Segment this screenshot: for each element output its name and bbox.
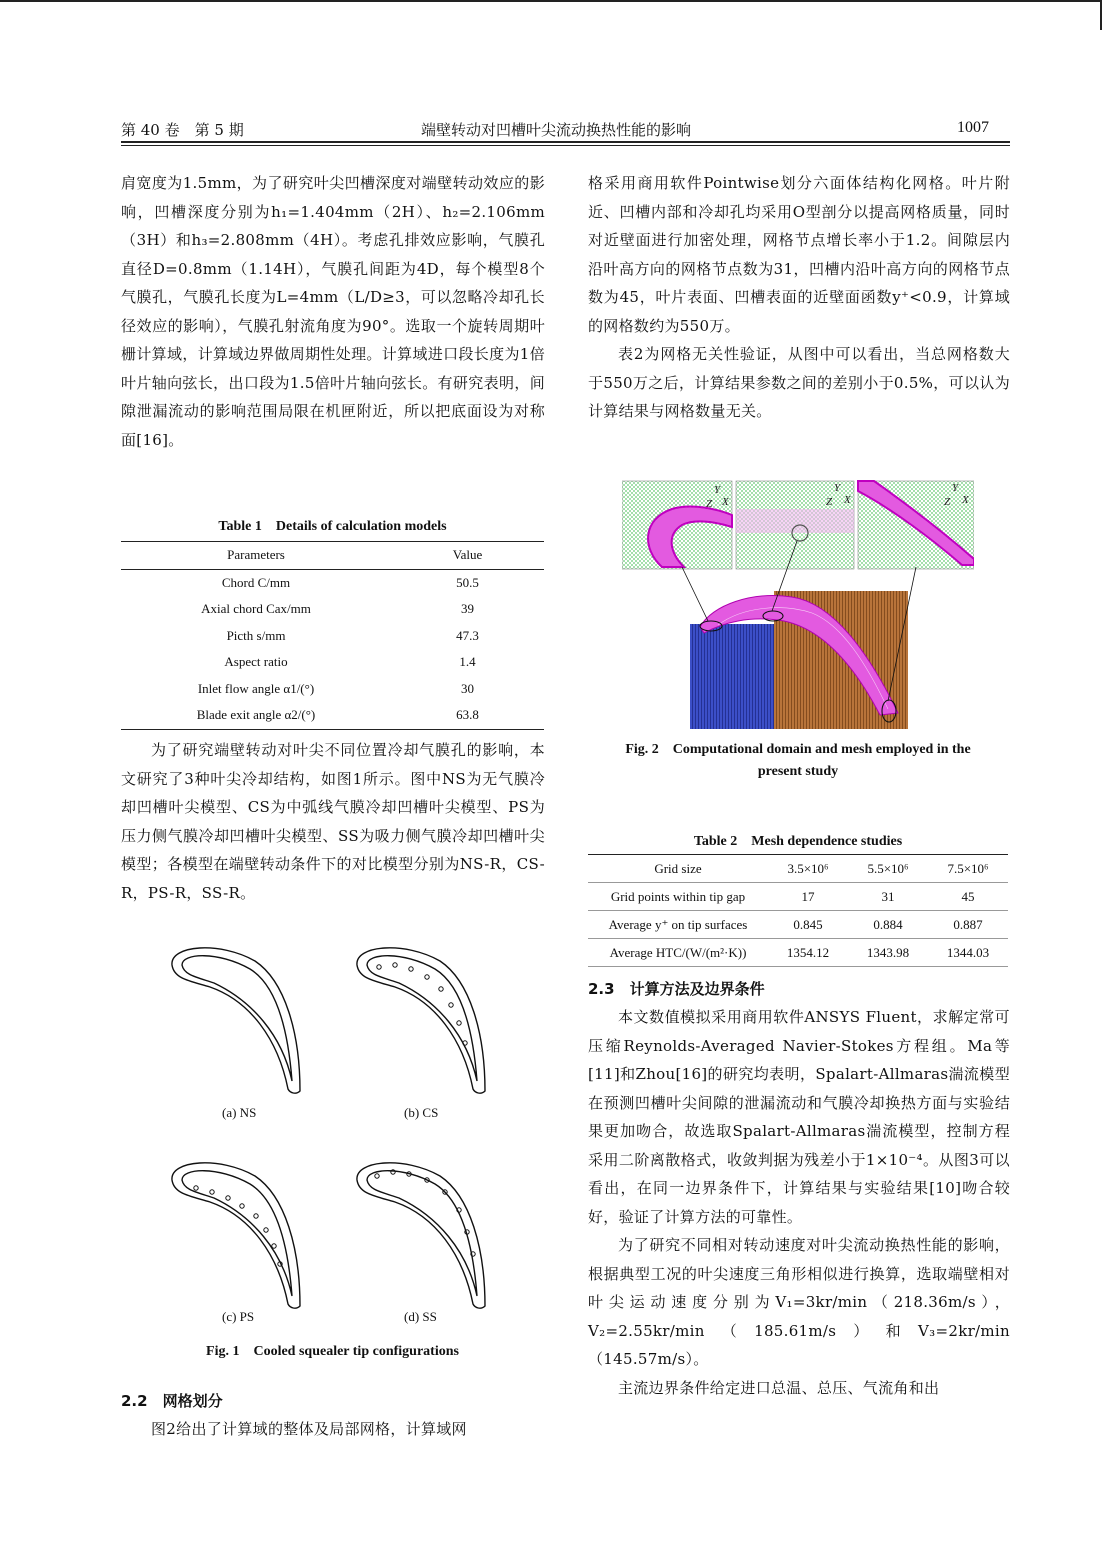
table2-cell: 0.884: [873, 916, 903, 932]
table2-caption: Table 2 Mesh dependence studies: [693, 834, 903, 849]
table1-header: Value: [452, 547, 483, 563]
paragraph: 图2给出了计算域的整体及局部网格，计算域网: [151, 1420, 467, 1438]
blade-ss: [357, 1163, 485, 1308]
axis-label: Z: [826, 496, 833, 508]
table2-cell: 45: [961, 888, 975, 904]
table2-cell: 31: [881, 888, 895, 904]
fig1-label: (b) CS: [404, 1105, 439, 1120]
paragraph: 本文数值模拟采用商用软件ANSYS Fluent，求解定常可压缩Reynolds-Averaged Navier-Stokes方程组。Ma等[11]和Zhou[16]的研究均表明，Spalart-Allmaras湍流模型在预测凹槽叶尖间隙的泄漏流动和气膜冷却换热方面与实验结果更加吻合，故选取Spalart-Allmaras湍流模型，控制方程采用二阶离散格式，收敛判据为残差小于1×10⁻⁴。从图3可以看出，在同一边界条件下，计算结果与实验结果[10]吻合较好，验证了计算方法的可靠性。: [588, 1008, 1010, 1226]
header-title: 端壁转动对凹槽叶尖流动换热性能的影响: [421, 121, 692, 139]
axis-label: X: [722, 496, 729, 508]
section-2-3-title: 2.3 计算方法及边界条件: [588, 980, 765, 998]
header-rule-thin: [121, 145, 1010, 146]
blade-ps: [172, 1163, 300, 1308]
page-number: 1007: [957, 119, 989, 136]
fig1-caption: Fig. 1 Cooled squealer tip configurations: [206, 1344, 459, 1359]
blade-cs: [357, 948, 485, 1093]
table2-cell: Average y⁺ on tip surfaces: [608, 916, 748, 932]
axis-label: X: [844, 494, 851, 506]
table2-header: 3.5×10⁶: [787, 860, 829, 876]
table1-cell: 47.3: [456, 627, 479, 643]
blade-ns: [172, 948, 300, 1093]
fig2-caption: present study: [757, 764, 839, 779]
table1: [121, 541, 544, 730]
left-column-mid: [121, 736, 545, 907]
paragraph: 主流边界条件给定进口总温、总压、气流角和出: [618, 1378, 940, 1397]
table2-header: 7.5×10⁶: [947, 860, 989, 876]
table2-header: Grid size: [654, 860, 702, 876]
paragraph: 格采用商用软件Pointwise划分六面体结构化网格。叶片附近、凹槽内部和冷却孔均采用O型剖分以提高网格质量，同时对近壁面进行加密处理，网格节点增长率小于1.2。间隙层内沿叶高方向的网格节点数为31，凹槽内沿叶高方向的网格节点数为45，叶片表面、凹槽表面的近壁面函数y⁺<0.9，计算域的网格数约为550万。: [588, 174, 1010, 335]
table2-cell: 0.887: [953, 916, 983, 932]
paragraph: 肩宽度为1.5mm，为了研究叶尖凹槽深度对端壁转动效应的影响，凹槽深度分别为h₁=1.404mm（2H）、h₂=2.106mm（3H）和h₃=2.808mm（4H）。考虑孔排效应影响，气膜孔直径D=0.8mm（1.14H），气膜孔间距为4D，每个模型8个气膜孔，气膜孔长度为L=4mm（L/D≥3，可以忽略冷却孔长径效应的影响），气膜孔射流角度为90°。选取一个旋转周期叶栅计算域，计算域边界做周期性处理。计算域进口段长度为1倍叶片轴向弦长，出口段为1.5倍叶片轴向弦长。有研究表明，间隙泄漏流动的影响范围局限在机匣附近，所以把底面设为对称面[16]。: [121, 174, 545, 449]
table2-cell: 1354.12: [786, 944, 830, 960]
section-2-2-text: [121, 1415, 545, 1444]
fig2-caption: Fig. 2 Computational domain and mesh employed in the: [625, 742, 971, 757]
page-border-top: [0, 0, 1102, 2]
fig1-label: (a) NS: [222, 1105, 257, 1120]
header-rule: [121, 141, 1010, 143]
paragraph: 表2为网格无关性验证，从图中可以看出，当总网格数大于550万之后，计算结果参数之间的差别小于0.5%，可以认为计算结果与网格数量无关。: [588, 345, 1010, 420]
table1-cell: Chord C/mm: [221, 574, 291, 590]
table2: [588, 854, 1008, 967]
table2-header: 5.5×10⁶: [867, 860, 909, 876]
section-2-2-title: 2.2 网格划分: [121, 1392, 223, 1410]
zoom-panel-cooling-hole: [736, 481, 854, 569]
right-column-top: [588, 169, 1010, 426]
table1-cell: 39: [461, 601, 474, 617]
table2-cell: 17: [801, 888, 815, 904]
paragraph: 为了研究不同相对转动速度对叶尖流动换热性能的影响，根据典型工况的叶尖速度三角形相似进行换算，选取端壁相对叶尖运动速度分别为V₁=3kr/min（218.36m/s），V₂=2.55kr/min（185.61m/s）和V₃=2kr/min（145.57m/s）。: [588, 1236, 1010, 1368]
zoom-panel-trailing-edge: [858, 481, 974, 569]
left-column-top: [121, 169, 545, 454]
header-volume: 第 40 卷 第 5 期: [121, 121, 244, 139]
axis-label: Y: [952, 482, 959, 494]
axis-label: Z: [944, 496, 951, 508]
table1-header: Parameters: [227, 547, 285, 563]
axis-label: Z: [706, 498, 713, 510]
table1-cell: 63.8: [456, 707, 479, 723]
fig1-blade-profiles: [160, 943, 510, 1333]
table2-cell: Grid points within tip gap: [610, 888, 746, 904]
computational-domain: [690, 591, 908, 729]
fig2-mesh-figure: [622, 479, 974, 729]
table1-cell: Inlet flow angle α1/(°): [197, 680, 315, 696]
fig1-label: (c) PS: [222, 1309, 255, 1324]
table2-cell: Average HTC/(W/(m²·K)): [609, 944, 747, 960]
table1-cell: 1.4: [459, 654, 476, 670]
axis-label: Y: [714, 484, 721, 496]
fig1-label: (d) SS: [404, 1309, 437, 1324]
axis-label: Y: [834, 482, 841, 494]
right-column-bottom: [588, 1003, 1010, 1402]
table2-cell: 1343.98: [866, 944, 910, 960]
table1-cell: Aspect ratio: [224, 654, 288, 670]
table2-cell: 0.845: [793, 916, 823, 932]
axis-label: X: [962, 494, 969, 506]
table1-cell: 50.5: [456, 574, 479, 590]
paragraph: 为了研究端壁转动对叶尖不同位置冷却气膜孔的影响，本文研究了3种叶尖冷却结构，如图1所示。图中NS为无气膜冷却凹槽叶尖模型、CS为中弧线气膜冷却凹槽叶尖模型、PS为压力侧气膜冷却凹槽叶尖模型、SS为吸力侧气膜冷却凹槽叶尖模型；各模型在端壁转动条件下的对比模型分别为NS-R，CS-R，PS-R，SS-R。: [121, 741, 545, 902]
table1-cell: Picth s/mm: [226, 627, 286, 643]
table1-cell: Blade exit angle α2/(°): [196, 707, 316, 723]
table1-cell: 30: [461, 680, 474, 696]
table1-caption: Table 1 Details of calculation models: [218, 519, 447, 534]
table1-cell: Axial chord Cax/mm: [201, 601, 311, 617]
table2-cell: 1344.03: [946, 944, 990, 960]
